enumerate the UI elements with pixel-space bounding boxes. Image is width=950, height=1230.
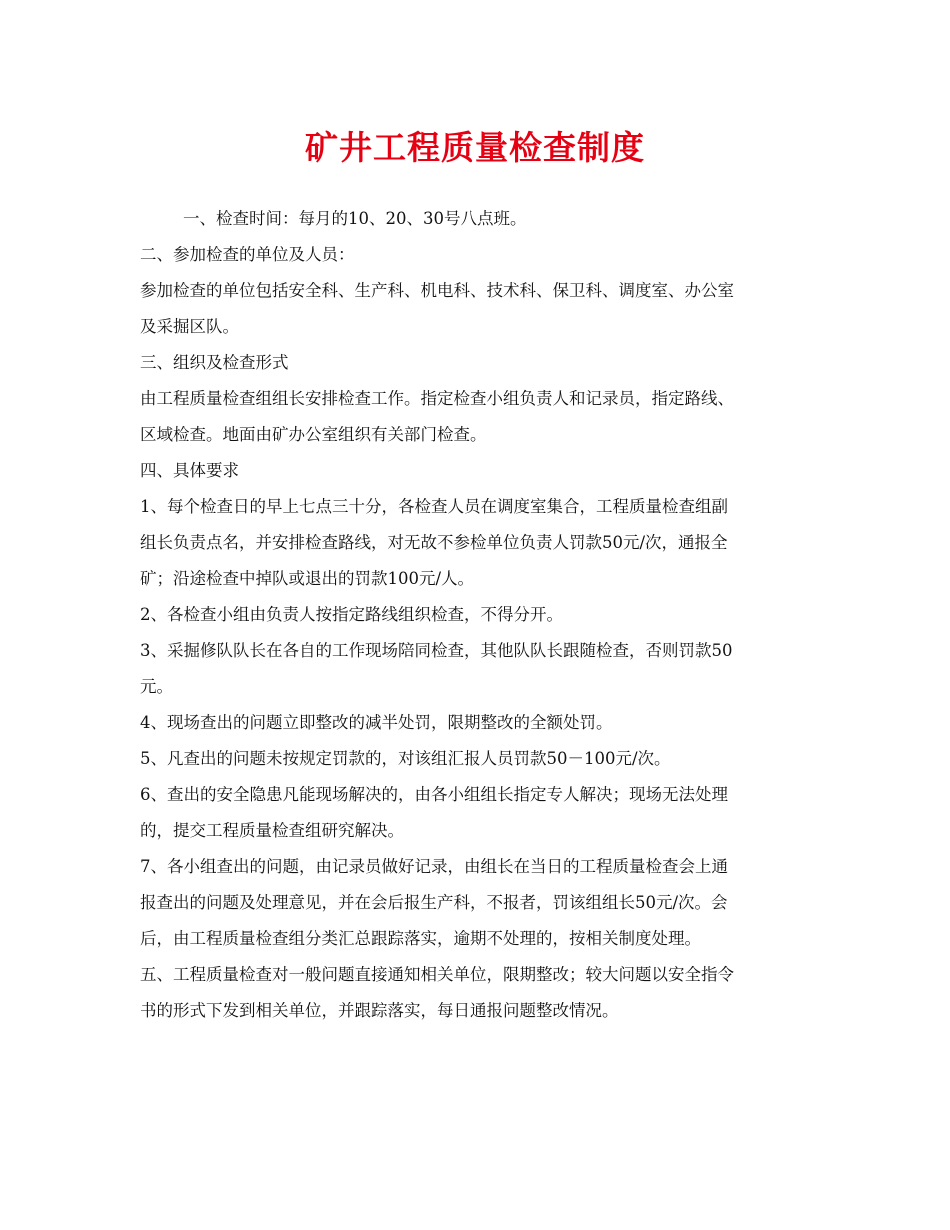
document-title: 矿井工程质量检查制度 [305,128,645,167]
paragraph-line: 由工程质量检查组组长安排检查工作。指定检查小组负责人和记录员，指定路线、 [140,389,734,408]
paragraph-line: 一、检查时间：每月的10、20、30号八点班。 [183,209,527,228]
paragraph-line: 元。 [140,677,173,696]
paragraph-line: 6、查出的安全隐患凡能现场解决的，由各小组组长指定专人解决；现场无法处理 [140,785,728,804]
paragraph-line: 五、工程质量检查对一般问题直接通知相关单位，限期整改；较大问题以安全指令 [140,965,734,984]
paragraph-line: 书的形式下发到相关单位，并跟踪落实，每日通报问题整改情况。 [140,1001,619,1020]
paragraph-line: 参加检查的单位包括安全科、生产科、机电科、技术科、保卫科、调度室、办公室 [140,281,734,300]
paragraph-line: 的，提交工程质量检查组研究解决。 [140,821,404,840]
paragraph-line: 报查出的问题及处理意见，并在会后报生产科，不报者，罚该组组长50元/次。会 [140,893,728,912]
paragraph-line: 区域检查。地面由矿办公室组织有关部门检查。 [140,425,487,444]
paragraph-line: 3、采掘修队队长在各自的工作现场陪同检查，其他队队长跟随检查，否则罚款50 [140,641,733,660]
paragraph-line: 后，由工程质量检查组分类汇总跟踪落实，逾期不处理的，按相关制度处理。 [140,929,701,948]
paragraph-line: 三、组织及检查形式 [140,353,289,372]
paragraph-line: 矿；沿途检查中掉队或退出的罚款100元/人。 [140,569,475,588]
paragraph-line: 4、现场查出的问题立即整改的减半处罚，限期整改的全额处罚。 [140,713,613,732]
paragraph-line: 5、凡查出的问题未按规定罚款的，对该组汇报人员罚款50－100元/次。 [140,749,671,768]
paragraph-line: 四、具体要求 [140,461,239,480]
paragraph-line: 二、参加检查的单位及人员： [140,245,355,264]
paragraph-line: 及采掘区队。 [140,317,239,336]
document-body [140,201,812,1029]
paragraph-line: 组长负责点名，并安排检查路线，对无故不参检单位负责人罚款50元/次，通报全 [140,533,728,552]
paragraph-line: 1、每个检查日的早上七点三十分，各检查人员在调度室集合，工程质量检查组副 [140,497,728,516]
paragraph-line: 7、各小组查出的问题，由记录员做好记录，由组长在当日的工程质量检查会上通 [140,857,728,876]
paragraph-line: 2、各检查小组由负责人按指定路线组织检查，不得分开。 [140,605,563,624]
